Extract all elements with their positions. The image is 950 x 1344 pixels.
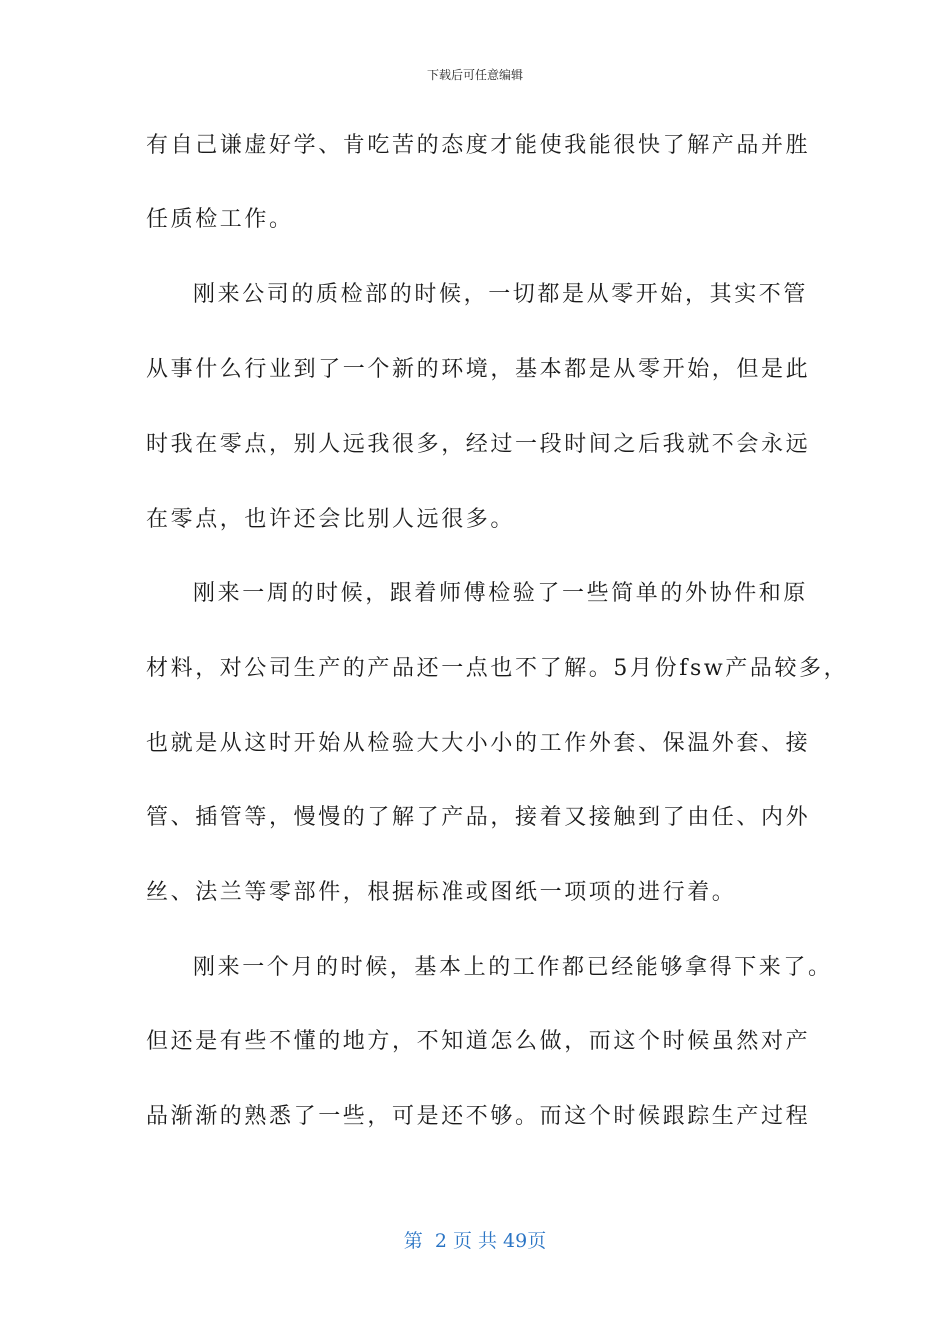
page-number: 第 2 页 共 49页 xyxy=(403,1230,547,1252)
text-line: 刚来公司的质检部的时候，一切都是从零开始，其实不管 xyxy=(193,282,809,307)
text-line: 有自己谦虚好学、肯吃苦的态度才能使我能很快了解产品并胜 xyxy=(146,133,811,158)
text-line: 时我在零点，别人远我很多，经过一段时间之后我就不会永远 xyxy=(146,432,811,457)
header-note: 下载后可任意编辑 xyxy=(426,68,523,82)
text-line: 管、插管等，慢慢的了解了产品，接着又接触到了由任、内外 xyxy=(146,805,811,830)
text-line: 从事什么行业到了一个新的环境，基本都是从零开始，但是此 xyxy=(146,357,811,382)
text-line: 也就是从这时开始从检验大大小小的工作外套、保温外套、接 xyxy=(146,731,811,756)
text-line: 任质检工作。 xyxy=(146,207,294,232)
text-line: 丝、法兰等零部件，根据标准或图纸一项项的进行着。 xyxy=(146,880,737,905)
text-line: 材料，对公司生产的产品还一点也不了解。5月份fsw产品较多， xyxy=(146,656,849,681)
text-line: 但还是有些不懂的地方，不知道怎么做，而这个时候虽然对产 xyxy=(146,1029,811,1054)
text-line: 刚来一个月的时候，基本上的工作都已经能够拿得下来了。 xyxy=(193,955,833,980)
text-line: 在零点，也许还会比别人远很多。 xyxy=(146,507,516,532)
text-line: 刚来一周的时候，跟着师傅检验了一些简单的外协件和原 xyxy=(193,581,809,606)
text-line: 品渐渐的熟悉了一些，可是还不够。而这个时候跟踪生产过程 xyxy=(146,1104,811,1129)
